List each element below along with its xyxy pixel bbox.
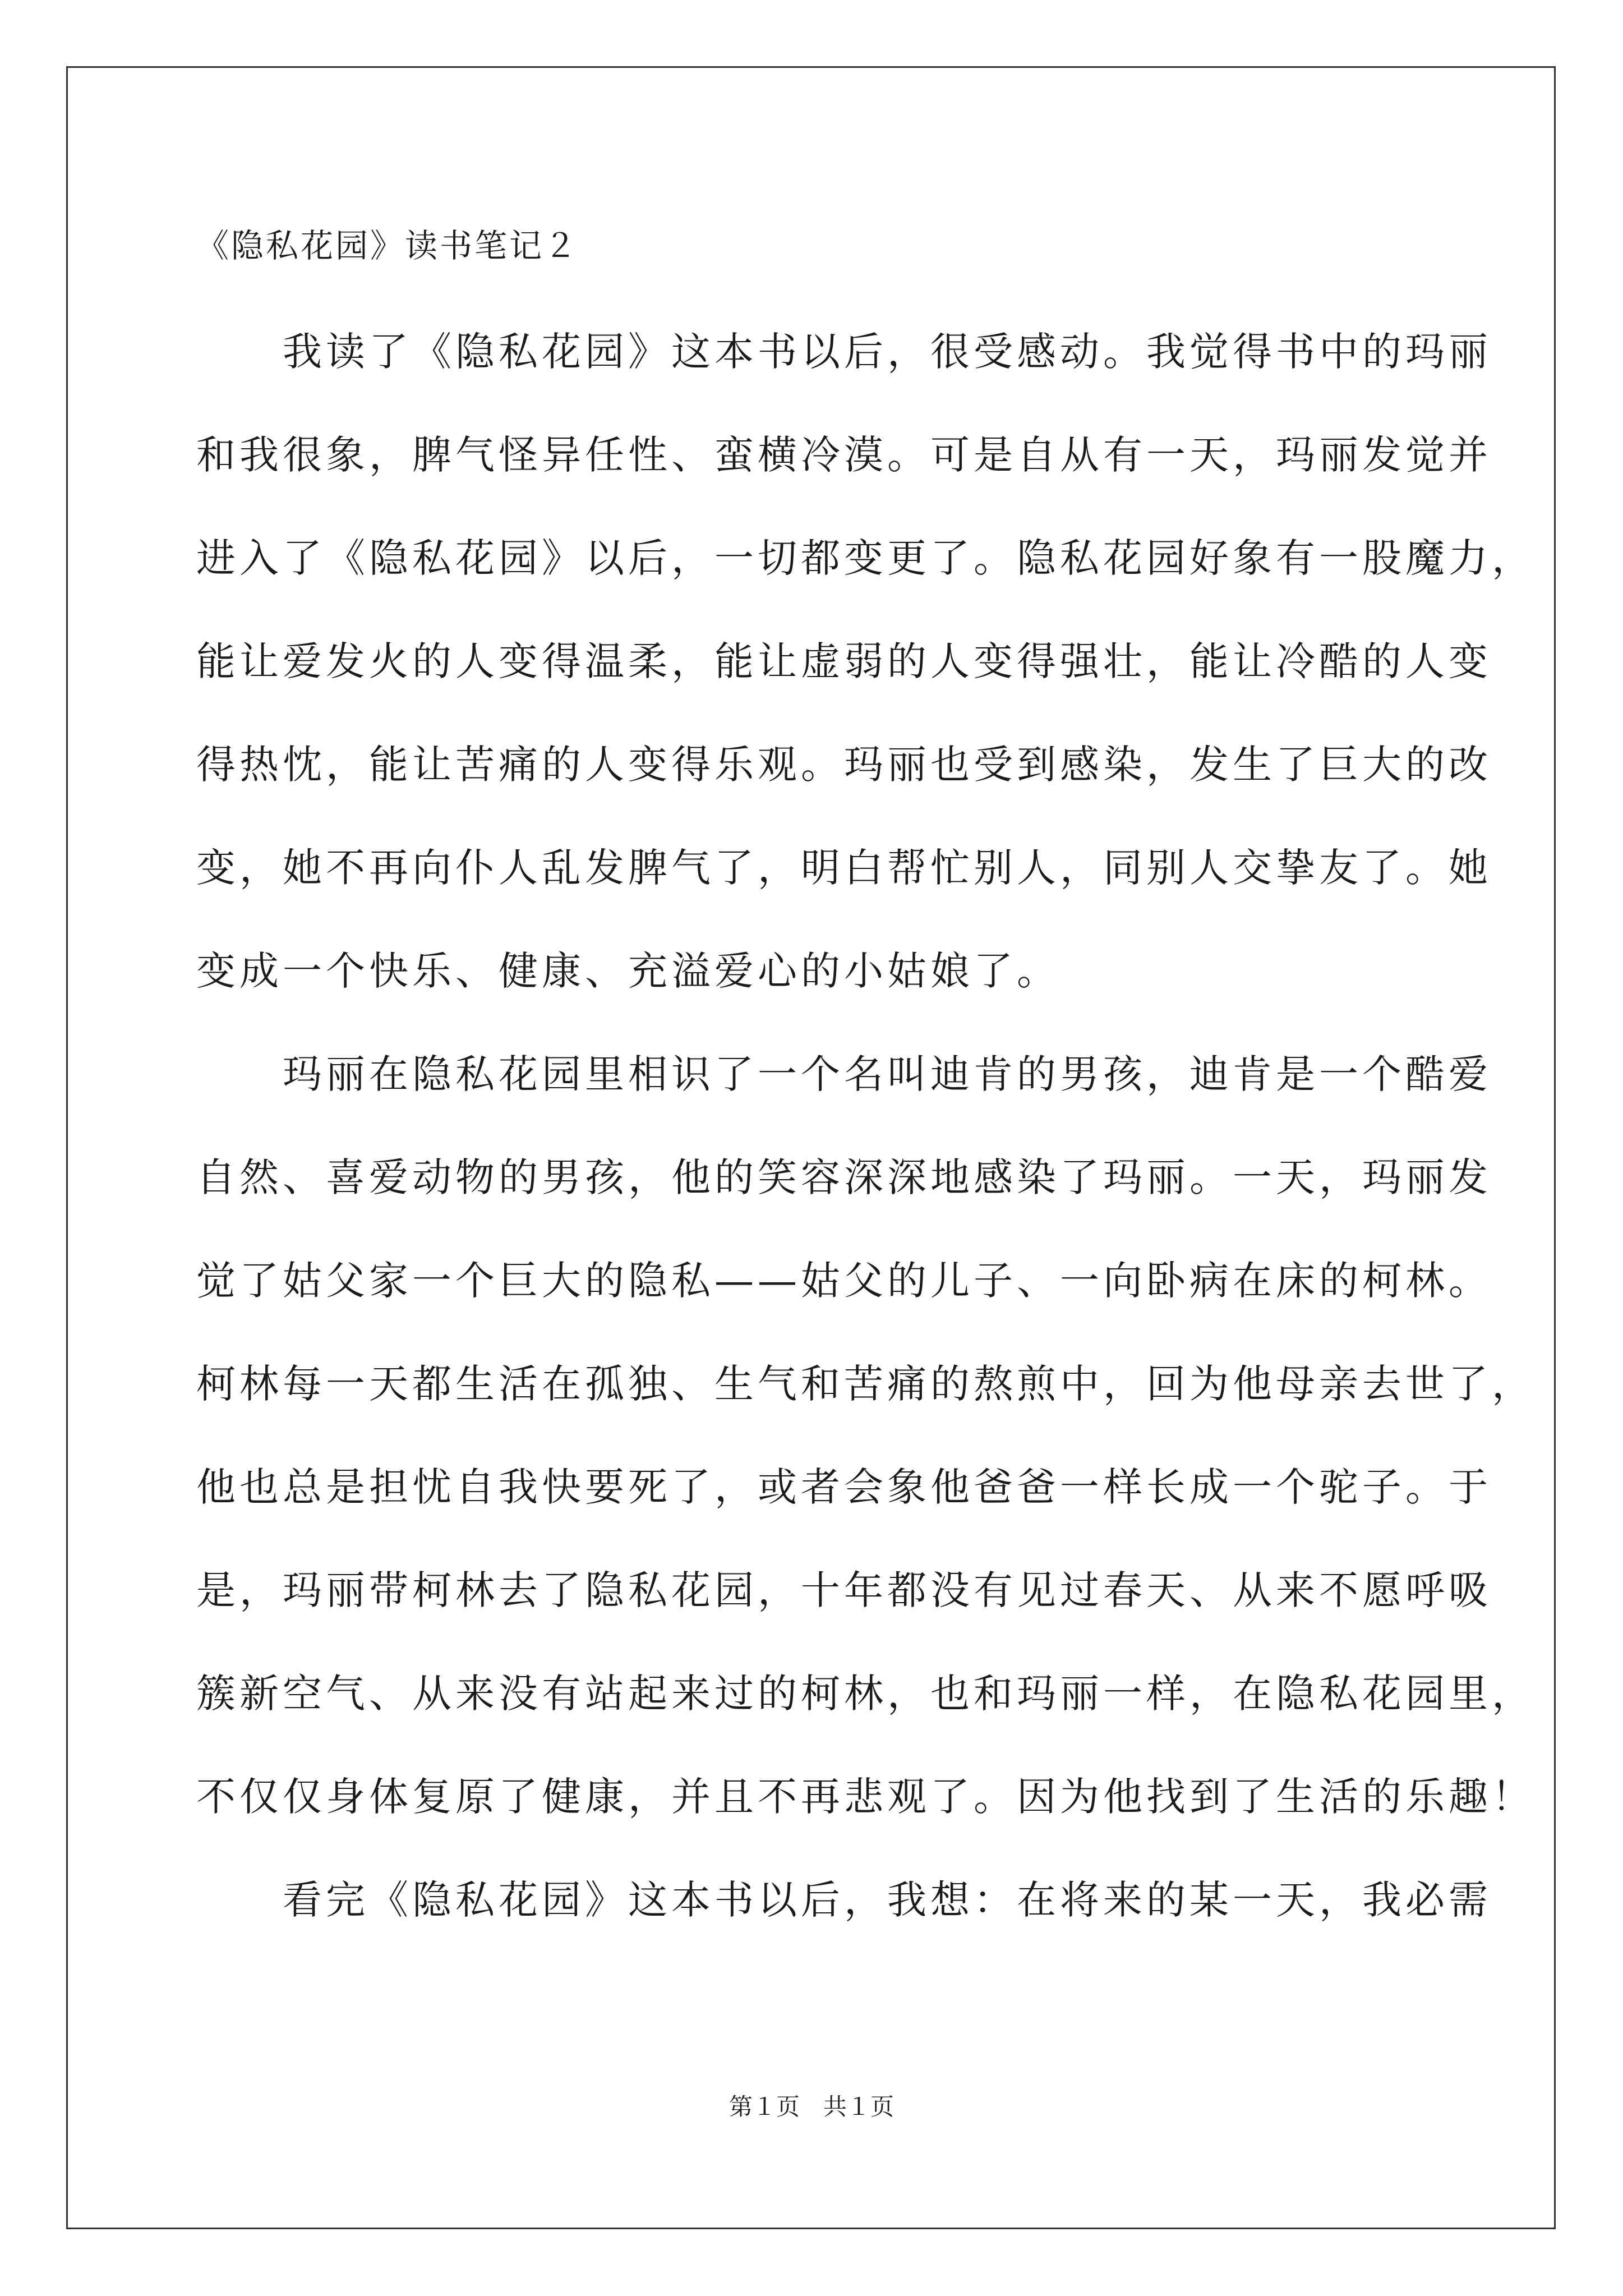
body-line: 不仅仅身体复原了健康，并且不再悲观了。因为他找到了生活的乐趣！: [196, 1774, 1535, 1820]
body-line: 进入了《隐私花园》以后，一切都变更了。隐私花园好象有一股魔力，: [196, 535, 1535, 581]
body-line: 看完《隐私花园》这本书以后，我想：在将来的某一天，我必需: [196, 1877, 1492, 1923]
body-line: 柯林每一天都生活在孤独、生气和苦痛的熬煎中，回为他母亲去世了，: [196, 1361, 1535, 1407]
body-line: 我读了《隐私花园》这本书以后，很受感动。我觉得书中的玛丽: [196, 329, 1492, 375]
document-title: 《隐私花园》读书笔记２: [196, 227, 579, 265]
body-line: 他也总是担忧自我快要死了，或者会象他爸爸一样长成一个驼子。于: [196, 1464, 1492, 1510]
document-body: [196, 321, 1535, 1972]
body-line: 能让爱发火的人变得温柔，能让虚弱的人变得强壮，能让冷酷的人变: [196, 638, 1492, 684]
body-line: 是，玛丽带柯林去了隐私花园，十年都没有见过春天、从来不愿呼吸: [196, 1567, 1492, 1613]
body-line: 变成一个快乐、健康、充溢爱心的小姑娘了。: [196, 948, 1060, 994]
body-line: 和我很象，脾气怪异任性、蛮横冷漠。可是自从有一天，玛丽发觉并: [196, 432, 1492, 478]
page-number-footer: 第１页 共１页: [728, 2093, 894, 2120]
body-line: 变，她不再向仆人乱发脾气了，明白帮忙别人，同别人交挚友了。她: [196, 845, 1492, 891]
body-line: 簇新空气、从来没有站起来过的柯林，也和玛丽一样，在隐私花园里，: [196, 1671, 1535, 1717]
body-line: 觉了姑父家一个巨大的隐私——姑父的儿子、一向卧病在床的柯林。: [196, 1258, 1492, 1304]
body-line: 自然、喜爱动物的男孩，他的笑容深深地感染了玛丽。一天，玛丽发: [196, 1154, 1492, 1200]
body-line: 得热忱，能让苦痛的人变得乐观。玛丽也受到感染，发生了巨大的改: [196, 742, 1492, 788]
body-line: 玛丽在隐私花园里相识了一个名叫迪肯的男孩，迪肯是一个酷爱: [196, 1051, 1492, 1097]
